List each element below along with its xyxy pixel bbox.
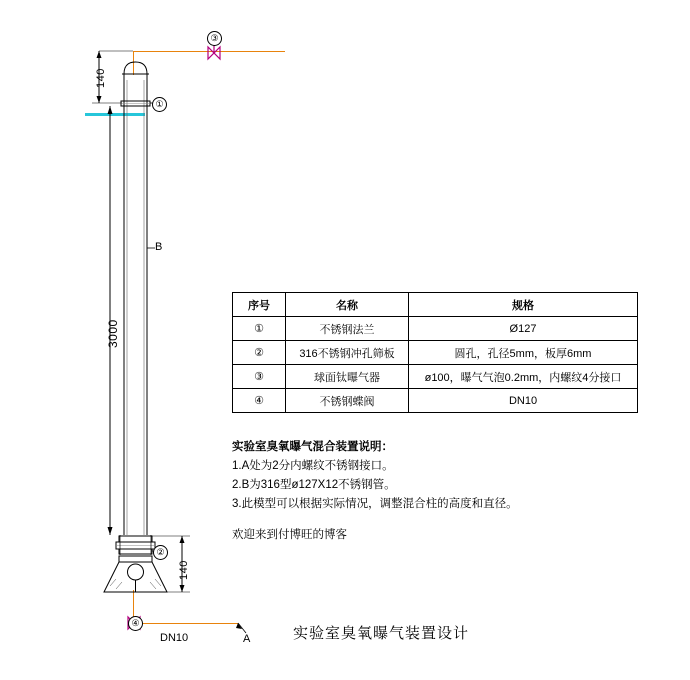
table-row xyxy=(233,341,638,365)
row-no: ② xyxy=(233,341,286,365)
notes-heading: 实验室臭氧曝气混合装置说明： xyxy=(232,441,393,453)
row-name: 球面钛曝气器 xyxy=(286,365,409,389)
notes-line-4: 欢迎来到付博旺的博客 xyxy=(232,529,347,541)
callout-2: ② xyxy=(153,545,168,560)
row-name: 不锈钢法兰 xyxy=(286,317,409,341)
row-name: 不锈钢蝶阀 xyxy=(286,389,409,413)
notes-spacer xyxy=(232,514,518,526)
header-name: 名称 xyxy=(286,293,409,317)
spec-table xyxy=(232,292,638,413)
row-no: ① xyxy=(233,317,286,341)
label-a: A xyxy=(243,633,251,645)
row-spec: Ø127 xyxy=(409,317,638,341)
top-feed-pipe-horizontal xyxy=(133,51,285,52)
row-spec: 圆孔，孔径5mm，板厚6mm xyxy=(409,341,638,365)
drawing-title: 实验室臭氧曝气装置设计 xyxy=(293,625,470,642)
row-no: ④ xyxy=(233,389,286,413)
row-no: ③ xyxy=(233,365,286,389)
row-spec: DN10 xyxy=(409,389,638,413)
notes-line-2: 2.B为316型ø127X12不锈钢管。 xyxy=(232,479,396,491)
callout-3: ③ xyxy=(207,31,222,46)
dimension-top-140: 140 xyxy=(95,68,107,88)
dimension-bottom-140: 140 xyxy=(178,560,190,580)
water-level-line xyxy=(85,113,145,116)
header-spec: 规格 xyxy=(409,293,638,317)
table-row xyxy=(233,389,638,413)
notes-line-1: 1.A处为2分内螺纹不锈钢接口。 xyxy=(232,460,394,472)
table-row xyxy=(233,365,638,389)
dimension-column-3000: 3000 xyxy=(106,319,120,348)
label-b: B xyxy=(155,241,163,253)
top-feed-pipe-vertical xyxy=(133,51,134,75)
bottom-feed-pipe-horizontal xyxy=(133,623,238,624)
table-header-row xyxy=(233,293,638,317)
header-no: 序号 xyxy=(233,293,286,317)
table-row xyxy=(233,317,638,341)
row-name: 316不锈钢冲孔筛板 xyxy=(286,341,409,365)
label-dn10: DN10 xyxy=(160,632,189,644)
row-spec: ø100，曝气气泡0.2mm，内螺纹4分接口 xyxy=(409,365,638,389)
notes-line-3: 3.此模型可以根据实际情况，调整混合柱的高度和直径。 xyxy=(232,498,518,510)
callout-1: ① xyxy=(152,97,167,112)
notes-block xyxy=(232,438,518,545)
callout-4: ④ xyxy=(128,616,143,631)
